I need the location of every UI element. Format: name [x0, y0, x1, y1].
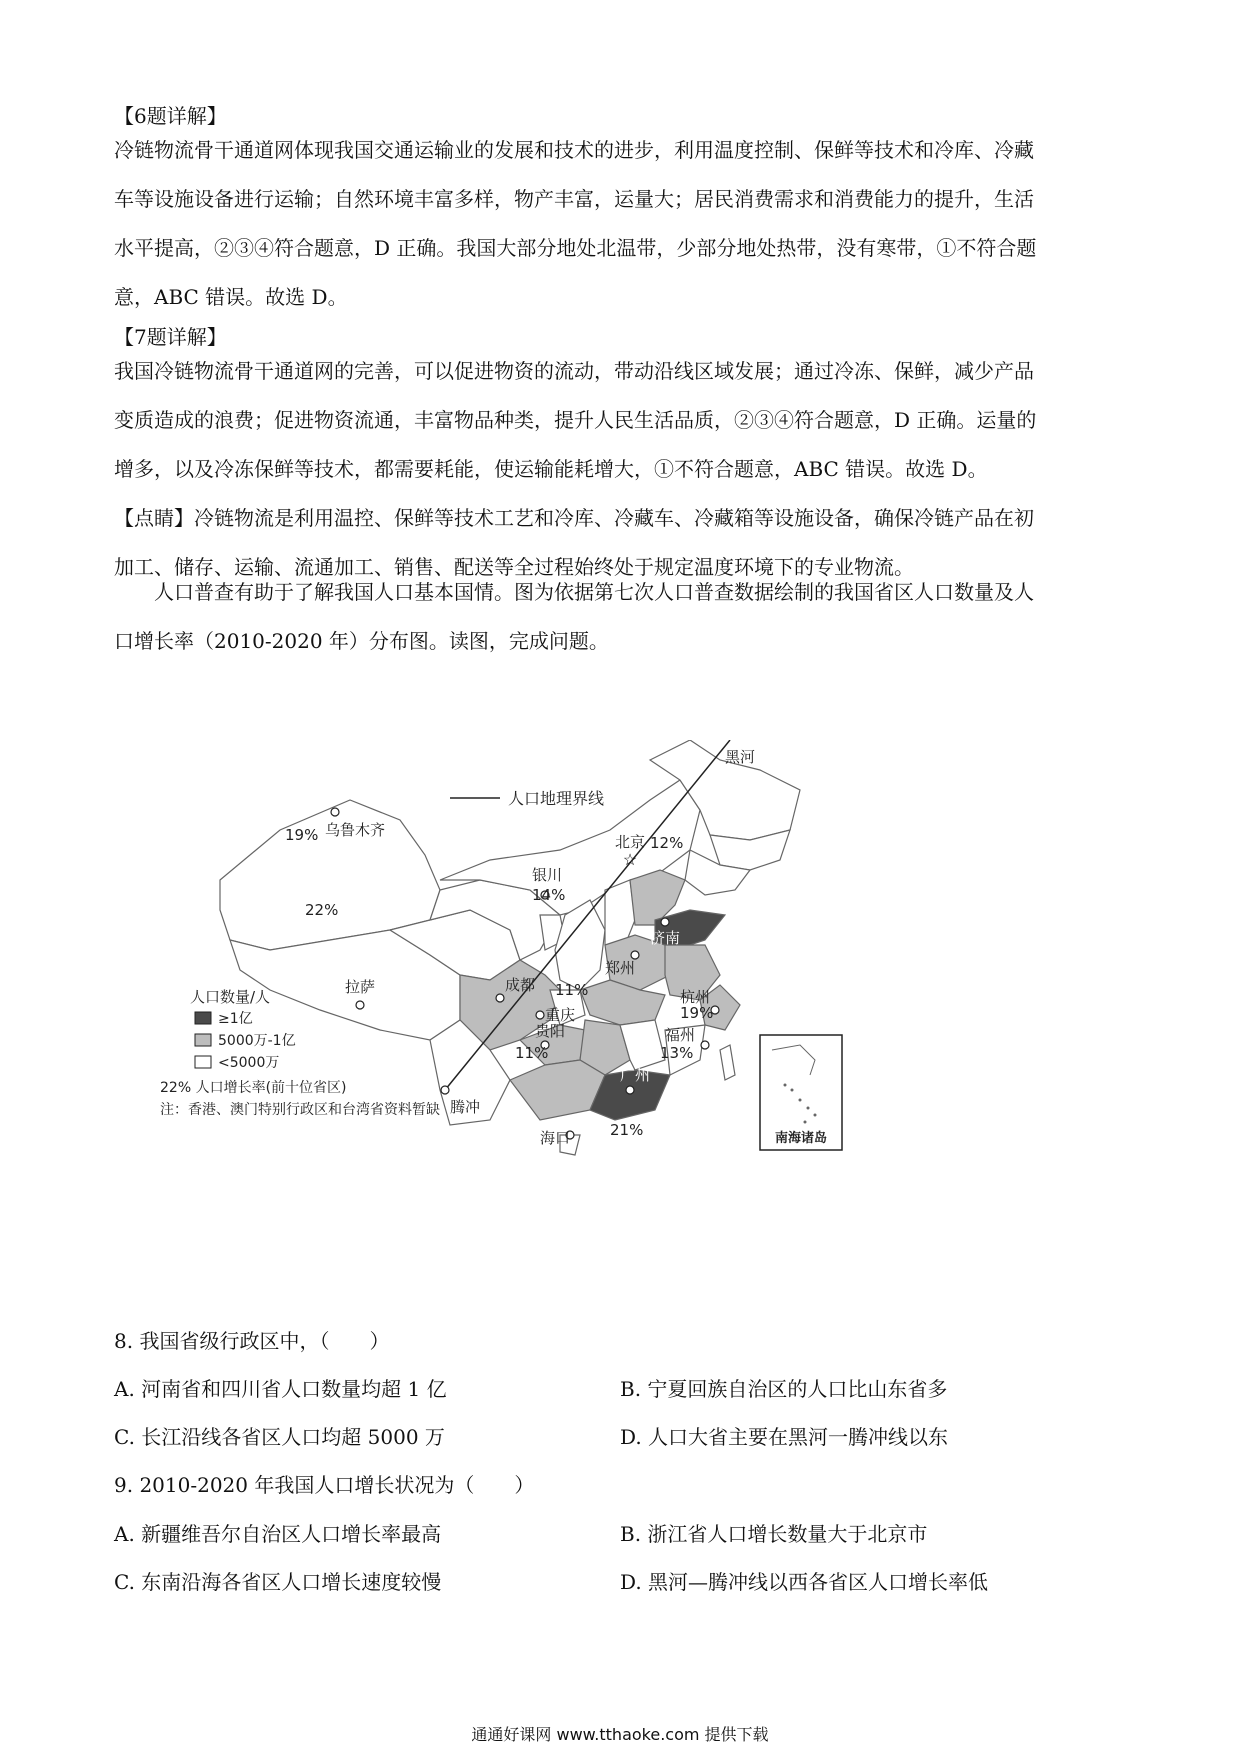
china-population-map: [160, 740, 950, 1300]
growth-rate-label: 14%: [532, 886, 566, 904]
growth-rate-label: 19%: [680, 1004, 714, 1022]
question-8-stem: 8. 我国省级行政区中，（ ）: [114, 1329, 390, 1353]
city-label: 广州: [620, 1066, 651, 1084]
point-line: 加工、储存、运输、流通加工、销售、配送等全过程始终处于规定温度环境下的专业物流。: [114, 555, 914, 579]
growth-rate-label: 13%: [660, 1044, 694, 1062]
city-marker: [356, 1001, 364, 1009]
q6-line: 车等设施设备进行运输；自然环境丰富多样，物产丰富，运量大；居民消费需求和消费能力的提升，生活: [114, 187, 1034, 211]
region-hubei: [580, 980, 665, 1025]
option-9a: A. 新疆维吾尔自治区人口增长率最高: [114, 1522, 442, 1546]
q6-heading: 【6题详解】: [114, 104, 227, 128]
q7-explanation: [114, 347, 1124, 494]
option-9d: D. 黑河—腾冲线以西各省区人口增长率低: [620, 1570, 989, 1594]
city-marker: [536, 1011, 544, 1019]
growth-rate-label: 11%: [515, 1044, 549, 1062]
inset-label: 南海诸岛: [774, 1131, 828, 1146]
option-8b: B. 宁夏回族自治区的人口比山东省多: [620, 1377, 948, 1401]
city-label: 贵阳: [535, 1022, 566, 1040]
q6-explanation: [114, 126, 1124, 322]
q6-line: 意，ABC 错误。故选 D。: [114, 285, 348, 309]
legend-swatch-dark: [195, 1012, 211, 1024]
q7-line: 变质造成的浪费；促进物资流通，丰富物品种类，提升人民生活品质，②③④符合题意，D 正确。运量的: [114, 408, 1037, 432]
line-legend-label: 人口地理界线: [508, 789, 605, 808]
legend-item: <5000万: [218, 1055, 280, 1071]
legend-title: 人口数量/人: [190, 988, 271, 1006]
city-label: 重庆: [545, 1006, 576, 1024]
legend-item: 5000万-1亿: [218, 1033, 296, 1049]
legend-note: 注：香港、澳门特别行政区和台湾省资料暂缺: [160, 1102, 440, 1118]
option-9b: B. 浙江省人口增长数量大于北京市: [620, 1522, 928, 1546]
capital-star-icon: ☆: [622, 850, 638, 869]
growth-rate-label: 22%: [305, 901, 339, 919]
map-figure: [160, 740, 950, 1300]
option-8c: C. 长江沿线各省区人口均超 5000 万: [114, 1425, 445, 1449]
intro-line: 人口普查有助于了解我国人口基本国情。图为依据第七次人口普查数据绘制的我国省区人口数量及人: [154, 580, 1034, 604]
q6-line: 冷链物流骨干通道网体现我国交通运输业的发展和技术的进步，利用温度控制、保鲜等技术和冷库、冷藏: [114, 138, 1034, 162]
city-label: 银川: [532, 866, 563, 884]
city-marker: [661, 918, 669, 926]
q6-line: 水平提高，②③④符合题意，D 正确。我国大部分地处北温带，少部分地处热带，没有寒带，①不符合题: [114, 236, 1037, 260]
q7-heading: 【7题详解】: [114, 325, 227, 349]
city-marker: [331, 808, 339, 816]
city-label: 乌鲁木齐: [325, 821, 386, 839]
option-9c: C. 东南沿海各省区人口增长速度较慢: [114, 1570, 442, 1594]
city-label: 福州: [665, 1026, 696, 1044]
legend-swatch-mid: [195, 1034, 211, 1046]
city-label: 杭州: [680, 988, 711, 1006]
city-label: 北京: [615, 833, 646, 851]
city-label: 郑州: [605, 959, 636, 977]
point-line: 【点睛】冷链物流是利用温控、保鲜等技术工艺和冷库、冷藏车、冷藏箱等设施设备，确保冷链产品在初: [114, 506, 1034, 530]
city-marker: [631, 951, 639, 959]
growth-rate-label: 12%: [650, 834, 684, 852]
city-label: 黑河: [725, 748, 756, 766]
region-taiwan: [720, 1045, 735, 1080]
legend-item: ≥1亿: [218, 1011, 253, 1027]
footer-source: 通通好课网 www.tthaoke.com 提供下载: [471, 1725, 769, 1744]
option-8d: D. 人口大省主要在黑河一腾冲线以东: [620, 1425, 949, 1449]
city-label: 腾冲: [450, 1098, 481, 1116]
city-marker: [441, 1086, 449, 1094]
option-8a: A. 河南省和四川省人口数量均超 1 亿: [114, 1377, 447, 1401]
legend-growth: 22% 人口增长率(前十位省区): [160, 1080, 347, 1096]
q7-line: 增多，以及冷冻保鲜等技术，都需要耗能，使运输能耗增大，①不符合题意，ABC 错误。故选 D。: [114, 457, 988, 481]
city-marker: [496, 994, 504, 1002]
growth-rate-label: 19%: [285, 826, 319, 844]
intro-paragraph: [114, 568, 1124, 666]
legend-swatch-light: [195, 1056, 211, 1068]
city-label: 济南: [650, 929, 681, 947]
south-china-sea-inset: [760, 1035, 842, 1150]
growth-rate-label: 11%: [555, 981, 589, 999]
intro-line: 口增长率（2010-2020 年）分布图。读图，完成问题。: [114, 629, 609, 653]
region-guangxi: [510, 1060, 605, 1120]
growth-rate-label: 21%: [610, 1121, 644, 1139]
city-label: 成都: [505, 976, 536, 994]
city-marker: [626, 1086, 634, 1094]
city-label: 拉萨: [345, 978, 376, 996]
q7-line: 我国冷链物流骨干通道网的完善，可以促进物资的流动，带动沿线区域发展；通过冷冻、保鲜，减少产品: [114, 359, 1034, 383]
question-9-stem: 9. 2010-2020 年我国人口增长状况为（ ）: [114, 1473, 535, 1497]
city-label: 海口: [540, 1129, 571, 1147]
city-marker: [701, 1041, 709, 1049]
